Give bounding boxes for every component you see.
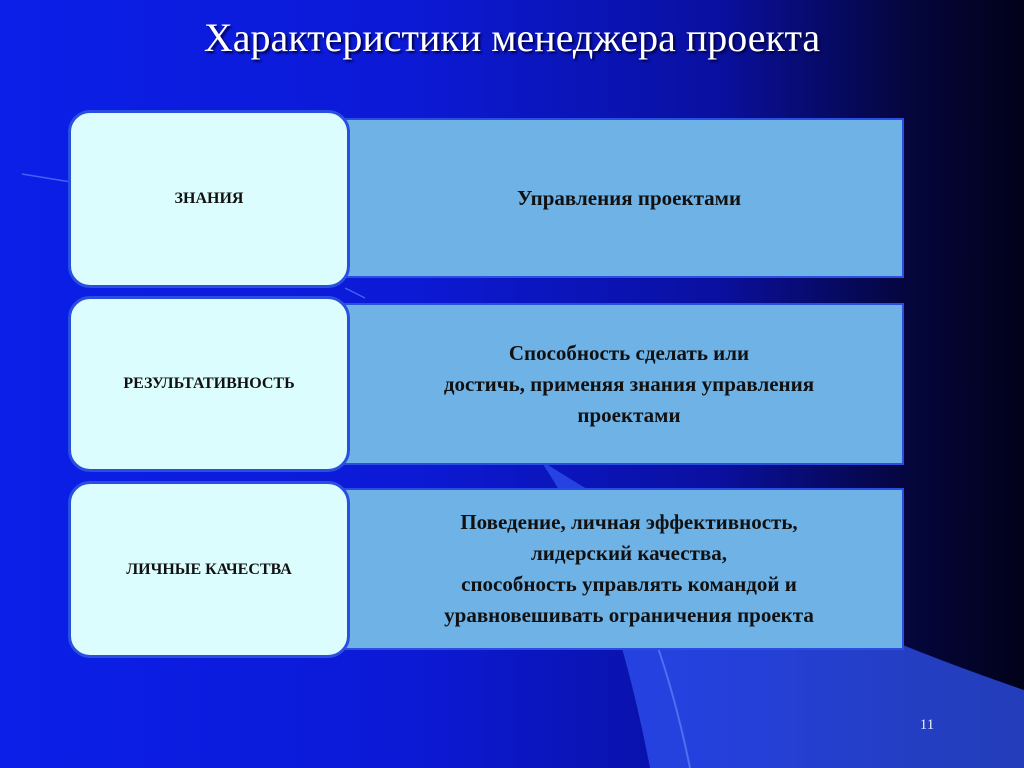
row-description-box bbox=[330, 118, 904, 278]
row-description: Поведение, личная эффективность, лидерский качества, способность управлять командой и уравновешивать ограничения проекта bbox=[444, 510, 814, 627]
row-label-card bbox=[68, 110, 350, 288]
slide-number: 11 bbox=[919, 717, 935, 733]
row-description: Управления проектами bbox=[516, 185, 742, 210]
slide-title: Характеристики менеджера проекта bbox=[203, 15, 821, 60]
row-label: РЕЗУЛЬТАТИВНОСТЬ bbox=[123, 375, 295, 392]
row-label-card bbox=[68, 296, 350, 472]
row-description: Способность сделать или достичь, применяя знания управления проектами bbox=[443, 340, 815, 427]
row-label: ЗНАНИЯ bbox=[174, 190, 244, 207]
row-label-card bbox=[68, 481, 350, 658]
row-label: ЛИЧНЫЕ КАЧЕСТВА bbox=[126, 560, 292, 578]
row-description-box bbox=[330, 303, 904, 465]
row-description-box bbox=[330, 488, 904, 650]
